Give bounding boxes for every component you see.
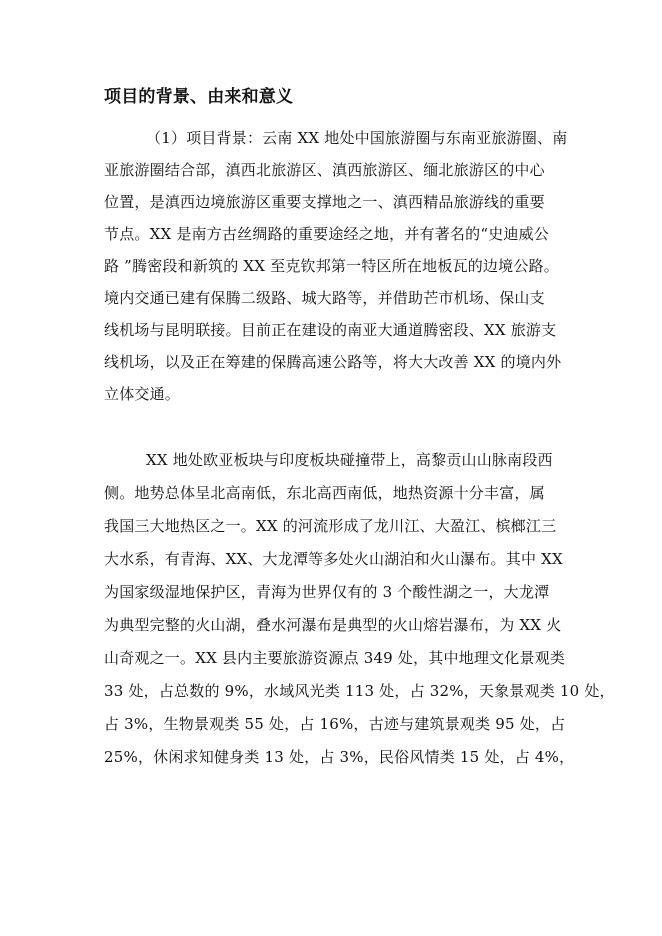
paragraph-2-line-9: 占 3%，生物景观类 55 处，占 16%，古迹与建筑景观类 95 处，占 xyxy=(104,715,566,733)
paragraph-2-line-1: XX 地处欧亚板块与印度板块碰撞带上，高黎贡山山脉南段西 xyxy=(146,451,553,469)
paragraph-1-line-9: 立体交通。 xyxy=(104,385,181,403)
paragraph-2-line-10: 25%，休闲求知健身类 13 处，占 3%，民俗风情类 15 处，占 4%， xyxy=(104,748,575,766)
paragraph-1-line-3: 位置，是滇西边境旅游区重要支撑地之一、滇西精品旅游线的重要 xyxy=(104,193,545,211)
paragraph-2-line-6: 为典型完整的火山湖，叠水河瀑布是典型的火山熔岩瀑布，为 XX 火 xyxy=(104,616,562,634)
paragraph-2-line-5: 为国家级湿地保护区，青海为世界仅有的 3 个酸性湖之一，大龙潭 xyxy=(104,583,550,601)
paragraph-1-line-6: 境内交通已建有保腾二级路、城大路等，并借助芒市机场、保山支 xyxy=(104,289,545,307)
paragraph-2-line-3: 我国三大地热区之一。XX 的河流形成了龙川江、大盈江、槟榔江三 xyxy=(104,517,557,535)
paragraph-2-line-4: 大水系，有青海、XX、大龙潭等多处火山湖泊和火山瀑布。其中 XX xyxy=(104,550,563,568)
paragraph-1-line-5: 路 ”腾密段和新筑的 XX 至克钦邦第一特区所在地板瓦的边境公路。 xyxy=(104,257,559,275)
paragraph-1-line-2: 亚旅游圈结合部，滇西北旅游区、滇西旅游区、缅北旅游区的中心 xyxy=(104,161,545,179)
paragraph-1-line-4: 节点。XX 是南方古丝绸路的重要途经之地，并有著名的“史迪威公 xyxy=(104,225,549,243)
paragraph-2-line-8: 33 处，占总数的 9%，水域风光类 113 处，占 32%，天象景观类 10 处， xyxy=(104,682,615,700)
paragraph-1-line-7: 线机场与昆明联接。目前正在建设的南亚大通道腾密段、XX 旅游支 xyxy=(104,321,557,339)
paragraph-1-line-1: （1）项目背景：云南 XX 地处中国旅游圈与东南亚旅游圈、南 xyxy=(146,129,568,147)
paragraph-1-line-8: 线机场，以及正在筹建的保腾高速公路等，将大大改善 XX 的境内外 xyxy=(104,353,562,371)
paragraph-2-line-2: 侧。地势总体呈北高南低，东北高西南低，地热资源十分丰富，属 xyxy=(104,484,545,502)
paragraph-2-line-7: 山奇观之一。XX 县内主要旅游资源点 349 处，其中地理文化景观类 xyxy=(104,649,566,667)
section-heading: 项目的背景、由来和意义 xyxy=(104,87,294,107)
